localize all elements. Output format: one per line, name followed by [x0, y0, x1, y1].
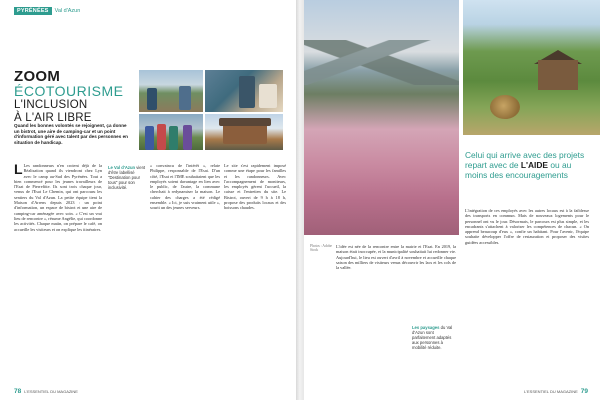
photo-team-outdoors: [139, 114, 203, 150]
photo-caption-right: [412, 325, 456, 350]
pull-quote-text: Celui qui arrive avec des projets repart avec de: [465, 150, 585, 170]
caption-left-bold: Le Val d'Azun: [108, 165, 136, 170]
left-page: [0, 0, 296, 400]
body-col3-text: Le site s'est rapidement imposé comme une étape pour les familles et les randonneurs. Avec l'accompagnement de moniteurs, les employés gèrent l'accueil, la caisse et l'entretien du site. Le Bistrot, ouvert de 9 h à 18 h, propose des produits locaux et des boissons chaudes.: [224, 163, 286, 211]
chalet-shape: [538, 60, 578, 90]
hay-bale-shape: [490, 95, 520, 119]
magazine-label-right: L'ESSENTIEL DU MAGAZINE: [524, 389, 578, 394]
body-col1-text: Les randonneurs n'en croient déjà de la Réalisation quand ils viendront chez Lyn avec le camp au-Sud des Pyrénées. Tout a bien commencé pour les jeunes travailleurs de l'Esat de Pierrefitte. Ils sont trois chaque jour, venus de l'Esat Le Chemin, qui ont parcouru les sentiers du Val d'Azun. La petite équipe tient la Maison d'Arrens depuis 2023 : un point d'information, un espace de bistrot et une aire de camping-car aménagée avec soin. « C'est un vrai lieu de rencontre », résume Angélie, qui coordonne les activités. Chaque matin, on prépare le café, on accueille les visiteurs et on explique les itinéraires.: [14, 163, 102, 232]
pull-quote: [465, 150, 593, 180]
title-air-libre: À L'AIR LIBRE: [14, 112, 92, 124]
body-col2-text: « convaincu de l'intérêt », relate Philippe, responsable de l'Esat. D'un côté, l'Esat et l'IME souhaitaient que les employés soient davantage en lien avec le public, de l'autre, la commune cherchait à redynamiser la maison. Le cahier des charges a été rédigé ensemble. « Ici, je suis vraiment utile », sourit un des jeunes serveurs.: [150, 163, 220, 211]
body-column-3: [224, 163, 286, 381]
pull-quote-bold: L'AIDE: [520, 160, 548, 170]
photo-bistrot-interior: [205, 70, 283, 112]
mountain-shape: [304, 40, 459, 85]
folio-left: [14, 388, 78, 395]
right-page: [304, 0, 600, 400]
body-right-col1-text: L'idée est née de la rencontre entre la mairie et l'Esat. En 2019, la maison était inoccupée, et la municipalité souhaitait lui redonner vie. Aujourd'hui, le lieu est ouvert d'avril à novembre et accueille chaque saison des milliers de visiteurs venus découvrir les lacs et les cols de la vallée.: [336, 244, 456, 271]
photo-caption-left: [108, 165, 148, 190]
section-subtitle: Val d'Azun: [54, 7, 81, 14]
caption-right-text: du Val d'Azun sont parfaitement adaptés aux personnes à mobilité réduite.: [412, 325, 453, 350]
photo-credit: Photos : Adobe Stock: [310, 244, 332, 253]
drop-cap: L: [14, 163, 23, 177]
photo-hay-bale-chalet: [463, 0, 600, 135]
caption-right-bold: Les paysages: [412, 325, 440, 330]
page-number-right: 79: [580, 388, 588, 395]
article-lead: Quand les bonnes volontés se rejoignent, ça donne un bistrot, une aire de camping-car et un point d'information géré avec talent par des personnes en situation de handicap.: [14, 123, 128, 145]
pull-quote-end: ou au moins des encouragements: [465, 160, 572, 180]
section-tag: PYRÉNÉES: [14, 7, 52, 15]
body-right-col2-text: L'intégration de ces employés avec les autres locaux est à la faiblesse des transports en commun. Mais de nouveaux logements pour le personnel ont vu le jour. Désormais, le parcours est plus simple, et les encadrants s'attachent à valoriser les compétences de chacun. « On apprend beaucoup d'eux », confie un habitant. Pour l'avenir, l'équipe souhaite développer l'offre de restauration et proposer des visites guidées accessibles.: [465, 208, 589, 245]
magazine-label-left: L'ESSENTIEL DU MAGAZINE: [24, 389, 78, 394]
rubric-header: [14, 6, 80, 15]
article-title: [14, 70, 132, 125]
photo-mountain-view: [139, 70, 203, 112]
body-right-column-1: [336, 244, 456, 384]
body-column-2: [150, 163, 220, 381]
photo-flower-meadow: [304, 0, 459, 235]
title-zoom: ZOOM: [14, 68, 61, 85]
book-gutter: [296, 0, 304, 400]
body-column-1: [14, 163, 102, 381]
page-number-left: 78: [14, 388, 22, 395]
caption-left-text: vient d'être labellisé "Destination pour tous" pour son inclusivité.: [108, 165, 146, 190]
photo-chalet-house: [205, 114, 283, 150]
folio-right: [524, 388, 588, 395]
title-inclusion: L'INCLUSION: [14, 99, 88, 111]
body-right-column-2: [465, 208, 589, 384]
title-ecotourisme: ÉCOTOURISME: [14, 83, 124, 99]
